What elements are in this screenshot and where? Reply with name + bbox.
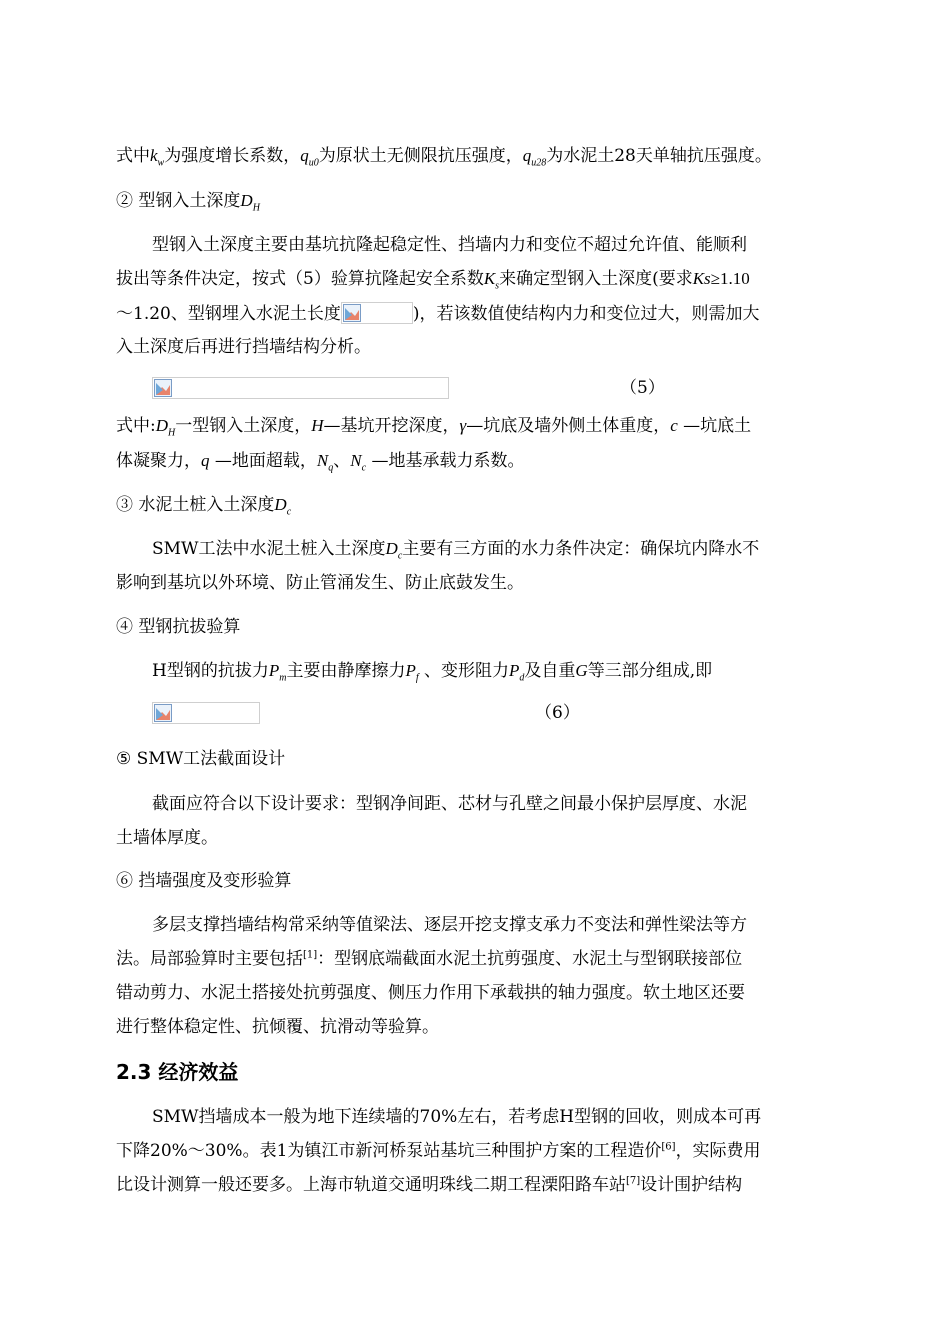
para-line xyxy=(116,948,742,970)
para-line xyxy=(116,1140,761,1162)
var-c: c xyxy=(670,416,678,435)
equation-5 xyxy=(152,377,449,399)
text: ② 型钢入土深度 xyxy=(116,191,241,211)
para-line: 型钢入土深度主要由基坑抗隆起稳定性、挡墙内力和变位不超过允许值、能顺利 xyxy=(152,235,747,255)
subheading-strength-check: ⑥ 挡墙强度及变形验算 xyxy=(116,871,292,891)
para-line xyxy=(116,302,760,325)
text: 设计围护结构 xyxy=(640,1175,743,1195)
text: 下降20%～30%。表1为镇江市新河桥泵站基坑三种围护方案的工程造价 xyxy=(116,1141,662,1161)
sub-m: m xyxy=(279,672,287,684)
equation-number: （6） xyxy=(535,703,580,723)
section-heading-economic-benefit: 2.3 经济效益 xyxy=(116,1060,239,1084)
var-Ks: Ks xyxy=(692,269,711,288)
text: 来确定型钢入土深度(要求 xyxy=(499,269,693,289)
equation-6 xyxy=(152,702,260,724)
para-line: 土墙体厚度。 xyxy=(116,828,218,848)
text: 为强度增长系数， xyxy=(164,146,301,166)
para-line xyxy=(116,415,751,437)
text: 等三部分组成,即 xyxy=(587,661,713,681)
text: 为水泥土28天单轴抗压强度。 xyxy=(546,146,772,166)
var-N: N xyxy=(350,451,362,470)
subheading-section-design: ⑤ SMW工法截面设计 xyxy=(116,749,286,769)
para-line: 错动剪力、水泥土搭接处抗剪强度、侧压力作用下承载拱的轴力强度。软土地区还要 xyxy=(116,983,745,1003)
var-D: D xyxy=(155,416,169,435)
text: —地基承载力系数。 xyxy=(366,451,525,471)
var-q: q xyxy=(300,146,309,165)
para-line xyxy=(152,660,712,682)
formula-image xyxy=(152,702,260,724)
para-line: 进行整体稳定性、抗倾覆、抗滑动等验算。 xyxy=(116,1017,439,1037)
para-line: 入土深度后再进行挡墙结构分析。 xyxy=(116,337,371,357)
text: —地面超载， xyxy=(209,451,317,471)
text: 比设计测算一般还要多。上海市轨道交通明珠线二期工程溧阳路车站 xyxy=(116,1175,626,1195)
var-k: k xyxy=(150,146,158,165)
subheading-pullout: ④ 型钢抗拔验算 xyxy=(116,617,241,637)
para-line: 截面应符合以下设计要求：型钢净间距、芯材与孔壁之间最小保护层厚度、水泥 xyxy=(152,794,747,814)
para-line: 多层支撑挡墙结构常采纳等值梁法、逐层开挖支撑支承力不变法和弹性梁法等方 xyxy=(152,915,747,935)
text: 主要有三方面的水力条件决定：确保坑内降水不 xyxy=(402,539,760,559)
text: 主要由静摩擦力 xyxy=(286,661,406,681)
var-N: N xyxy=(316,451,329,470)
sub-c: c xyxy=(286,506,292,518)
sub-H: H xyxy=(252,202,260,214)
sub-u0: u0 xyxy=(308,157,319,169)
var-D: D xyxy=(240,191,253,210)
text: 、 xyxy=(333,451,351,471)
sub-d: d xyxy=(519,672,525,684)
var-q: q xyxy=(522,146,532,165)
subheading-pile-depth xyxy=(116,494,291,516)
text: 及自重 xyxy=(524,661,576,681)
broken-image-icon xyxy=(154,704,172,722)
text: 体凝聚力， xyxy=(116,451,201,471)
text: H型钢的抗拔力 xyxy=(152,661,269,681)
text: 、变形阻力 xyxy=(418,661,510,681)
var-D: D xyxy=(274,495,287,514)
var-P: P xyxy=(405,661,416,680)
formula-image xyxy=(152,377,449,399)
var-H: H xyxy=(311,416,324,435)
var-q: q xyxy=(201,451,210,470)
text: 法。局部验算时主要包括 xyxy=(116,949,303,969)
sub-c: c xyxy=(397,550,403,562)
para-line xyxy=(152,538,759,560)
text: —坑底及墙外侧土体重度， xyxy=(466,416,671,436)
var-G: G xyxy=(575,661,588,680)
para-line xyxy=(116,1174,742,1196)
equation-number: （5） xyxy=(620,378,665,398)
citation-ref[interactable]: [6] xyxy=(661,1141,676,1153)
text: ：型钢底端截面水泥土抗剪强度、水泥土与型钢联接部位 xyxy=(317,949,743,969)
sub-w: w xyxy=(157,157,165,169)
text: 式中 xyxy=(116,146,150,166)
broken-image-icon xyxy=(154,379,172,397)
text: —基坑开挖深度， xyxy=(323,416,460,436)
sub-u28: u28 xyxy=(531,157,547,169)
para-line: SMW挡墙成本一般为地下连续墙的70%左右，若考虑H型钢的回收，则成本可再 xyxy=(152,1107,762,1127)
broken-image-icon xyxy=(343,304,361,322)
text: ③ 水泥土桩入土深度 xyxy=(116,495,275,515)
text: 式中: xyxy=(116,416,156,436)
var-P: P xyxy=(268,661,280,680)
sub-H: H xyxy=(168,427,176,439)
para-kw-line xyxy=(116,145,772,167)
sub-s: s xyxy=(495,280,500,292)
sub-c: c xyxy=(361,462,367,474)
text: —坑底土 xyxy=(677,416,752,436)
text: 拔出等条件决定，按式（5）验算抗隆起安全系数 xyxy=(116,269,484,289)
text: 为原状土无侧限抗压强度， xyxy=(318,146,523,166)
inline-formula-image xyxy=(341,302,413,324)
para-line xyxy=(116,268,750,290)
para-line: 影响到基坑以外环境、防止管涌发生、防止底鼓发生。 xyxy=(116,573,524,593)
text: )，若该数值使结构内力和变位过大，则需加大 xyxy=(412,304,760,324)
subheading-steel-depth xyxy=(116,190,260,212)
var-K: K xyxy=(483,269,496,288)
text: ≥1.10 xyxy=(710,269,750,288)
text: 一型钢入土深度， xyxy=(175,416,312,436)
var-gamma: γ xyxy=(459,416,467,435)
sub-q: q xyxy=(328,462,334,474)
text: ，实际费用 xyxy=(675,1141,761,1161)
var-D: D xyxy=(385,539,398,558)
para-line xyxy=(116,450,524,472)
citation-ref[interactable]: [7] xyxy=(626,1175,641,1187)
sub-f: f xyxy=(415,672,419,684)
text: ～1.20、型钢埋入水泥土长度 xyxy=(116,304,341,324)
var-P: P xyxy=(509,661,520,680)
text: SMW工法中水泥土桩入土深度 xyxy=(152,539,386,559)
citation-ref[interactable]: [1] xyxy=(303,949,318,961)
